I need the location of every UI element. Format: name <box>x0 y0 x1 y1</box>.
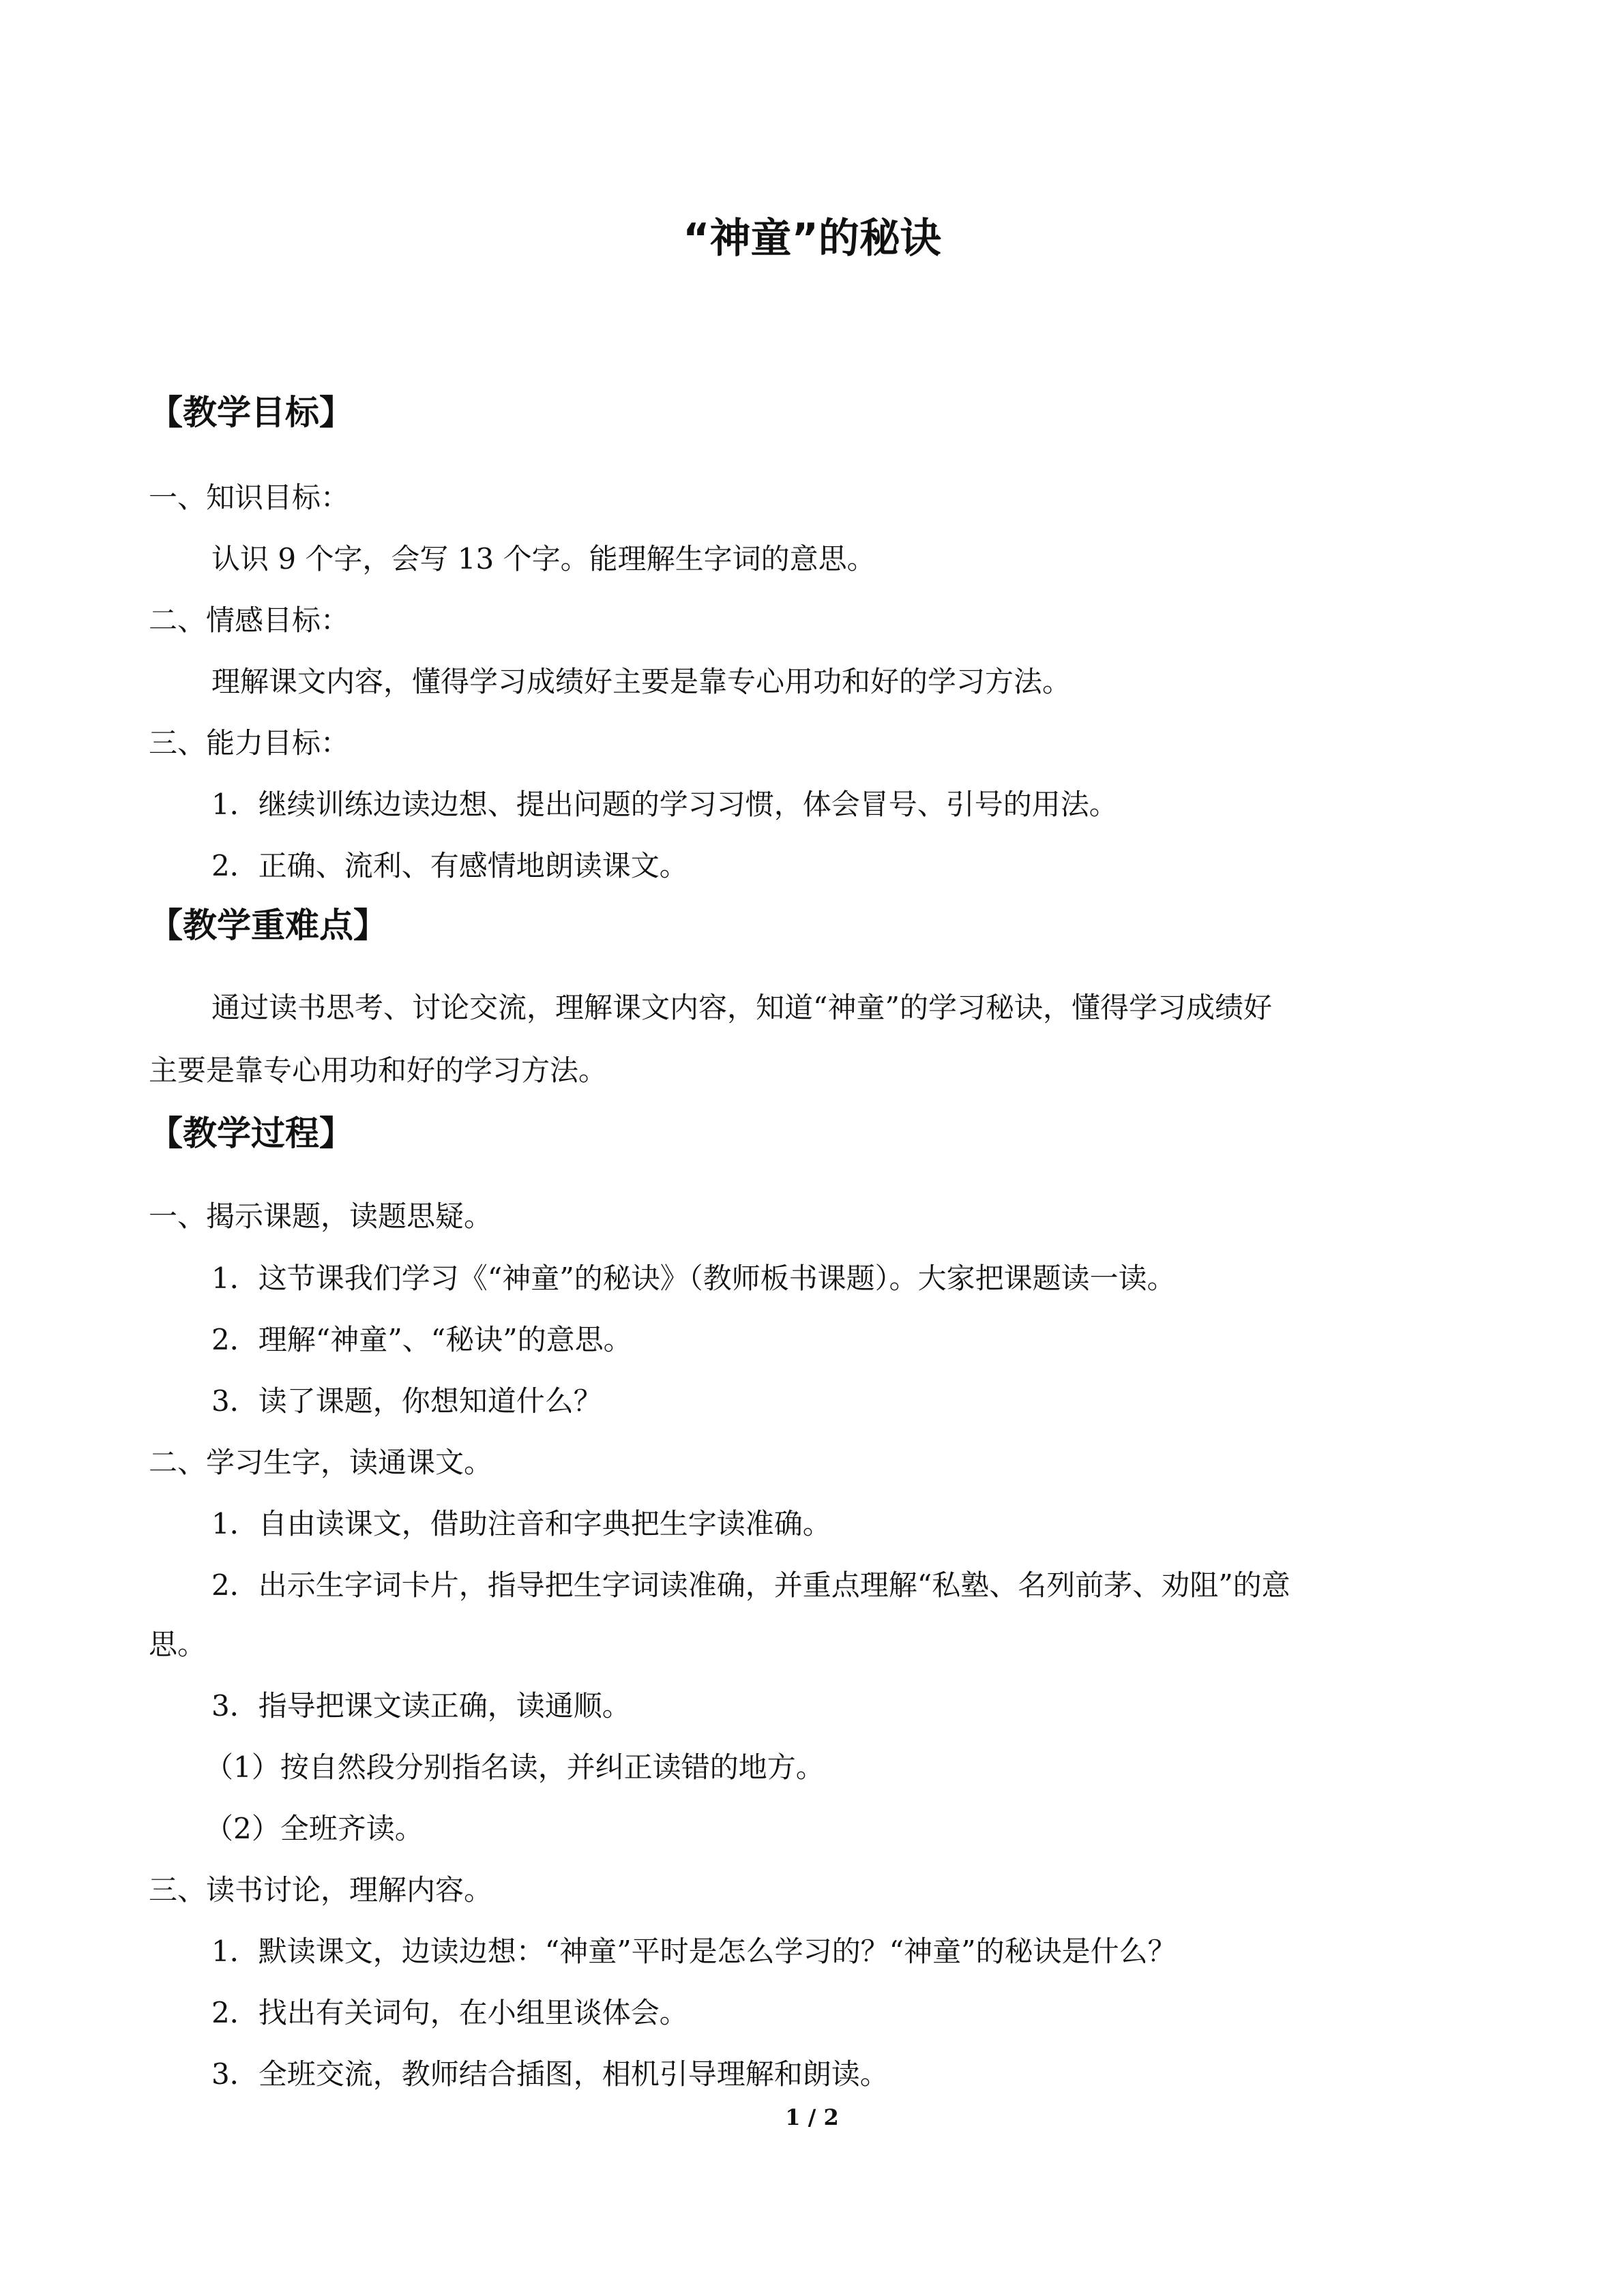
knowledge-goal-label: 一、知识目标： <box>149 481 350 514</box>
process-step3-item: 3．全班交流，教师结合插图，相机引导理解和朗读。 <box>211 2057 889 2091</box>
difficulties-text-line1: 通过读书思考、讨论交流，理解课文内容，知道“神童”的学习秘诀，懂得学习成绩好 <box>211 991 1272 1024</box>
emotion-goal-text: 理解课文内容，懂得学习成绩好主要是靠专心用功和好的学习方法。 <box>211 665 1072 698</box>
process-step2-item-line2: 思。 <box>149 1628 207 1661</box>
emotion-goal-label: 二、情感目标： <box>149 603 350 637</box>
section-heading-process: 【教学过程】 <box>149 1114 353 1153</box>
process-step2-item: 3．指导把课文读正确，读通顺。 <box>211 1689 631 1723</box>
process-step1-item: 2．理解“神童”、“秘诀”的意思。 <box>211 1323 632 1356</box>
process-step3-item: 2．找出有关词句，在小组里谈体会。 <box>211 1996 688 2029</box>
process-step2-subitem: （1）按自然段分别指名读，并纠正读错的地方。 <box>205 1750 825 1784</box>
process-step3-label: 三、读书讨论，理解内容。 <box>149 1873 493 1907</box>
document-title: “神童”的秘诀 <box>683 215 941 263</box>
process-step1-item: 1．这节课我们学习《“神童”的秘诀》（教师板书课题）。大家把课题读一读。 <box>211 1262 1176 1295</box>
ability-goal-item: 1．继续训练边读边想、提出问题的学习习惯，体会冒号、引号的用法。 <box>211 788 1118 821</box>
process-step2-subitem: （2）全班齐读。 <box>205 1812 424 1845</box>
section-heading-goals: 【教学目标】 <box>149 393 353 432</box>
difficulties-text-line2: 主要是靠专心用功和好的学习方法。 <box>149 1054 608 1087</box>
section-heading-difficulties: 【教学重难点】 <box>149 906 387 945</box>
process-step3-item: 1．默读课文，边读边想：“神童”平时是怎么学习的？“神童”的秘诀是什么？ <box>211 1935 1177 1968</box>
page-number: 1 / 2 <box>785 2104 839 2130</box>
process-step2-item: 1．自由读课文，借助注音和字典把生字读准确。 <box>211 1507 831 1540</box>
process-step1-label: 一、揭示课题，读题思疑。 <box>149 1199 493 1233</box>
ability-goal-item: 2．正确、流利、有感情地朗读课文。 <box>211 849 688 882</box>
ability-goal-label: 三、能力目标： <box>149 726 350 760</box>
process-step2-item-line1: 2．出示生字词卡片，指导把生字词读准确，并重点理解“私塾、名列前茅、劝阻”的意 <box>211 1568 1290 1602</box>
process-step2-label: 二、学习生字，读通课文。 <box>149 1446 493 1479</box>
process-step1-item: 3．读了课题，你想知道什么？ <box>211 1384 602 1418</box>
knowledge-goal-text: 认识 9 个字，会写 13 个字。能理解生字词的意思。 <box>211 542 876 576</box>
